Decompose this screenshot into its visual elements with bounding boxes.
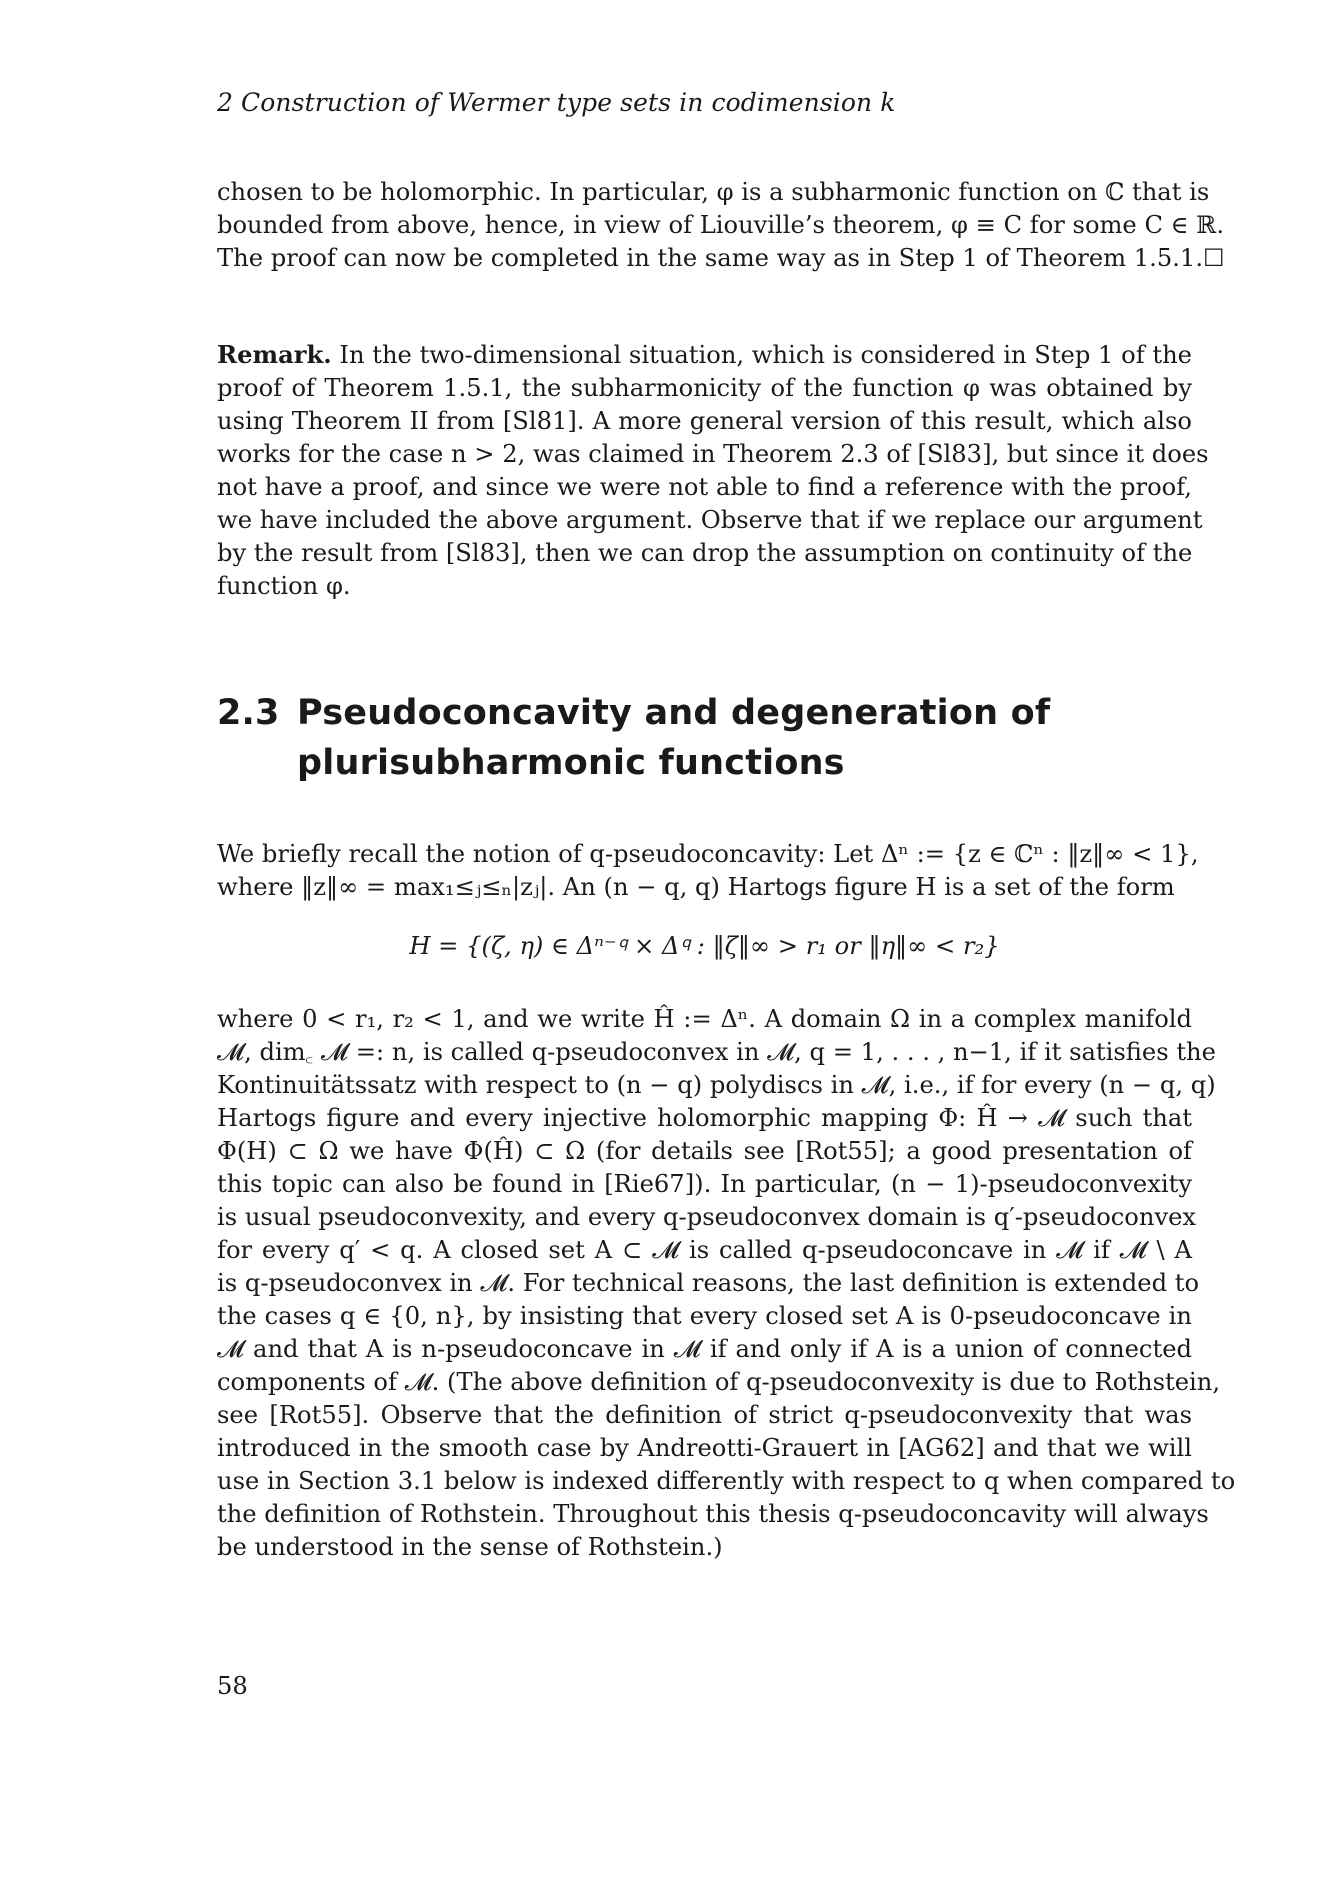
remark-paragraph	[217, 338, 1209, 603]
section-title-line-1: Pseudoconcavity and degeneration of	[297, 693, 1051, 733]
text-line: see [Rot55]. Observe that the definition of strict q-pseudoconvexity that was	[217, 1401, 1192, 1429]
section-number: 2.3	[217, 693, 280, 733]
document-page	[217, 0, 1236, 1890]
definition-paragraph	[217, 1003, 1236, 1564]
text-line: Φ(H) ⊂ Ω we have Φ(Ĥ) ⊂ Ω (for details see [Rot55]; a good presentation of	[217, 1137, 1192, 1165]
text-line	[217, 338, 1192, 372]
text-line: using Theorem II from [Sl81]. A more general version of this result, which also	[217, 407, 1192, 435]
text-line: proof of Theorem 1.5.1, the subharmonicity of the function φ was obtained by	[217, 374, 1192, 402]
text-line: we have included the above argument. Observe that if we replace our argument	[217, 506, 1203, 534]
text-line: is usual pseudoconvexity, and every q-pseudoconvex domain is q′-pseudoconvex	[217, 1203, 1197, 1231]
section-title	[297, 688, 1117, 788]
text-line: where ‖z‖∞ = max₁≤ⱼ≤ₙ|zⱼ|. An (n − q, q) Hartogs figure H is a set of the form	[217, 873, 1175, 901]
page-number: 58	[217, 1672, 248, 1700]
intro-paragraph	[217, 838, 1199, 904]
text-line: components of 𝓜. (The above definition of q-pseudoconvexity is due to Rothstein,	[217, 1368, 1221, 1396]
text-line: by the result from [Sl83], then we can drop the assumption on continuity of the	[217, 539, 1193, 567]
text-line: not have a proof, and since we were not able to find a reference with the proof,	[217, 473, 1192, 501]
running-head: 2 Construction of Wermer type sets in codimension k	[217, 88, 896, 117]
text-line: introduced in the smooth case by Andreotti-Grauert in [AG62] and that we will	[217, 1434, 1192, 1462]
remark-text: In the two-dimensional situation, which is considered in Step 1 of the	[331, 341, 1192, 369]
text-line: be understood in the sense of Rothstein.)	[217, 1533, 723, 1561]
text-line: function φ.	[217, 572, 351, 600]
paragraph-proof-end	[217, 176, 1225, 275]
text-line: works for the case n > 2, was claimed in Theorem 2.3 of [Sl83], but since it does	[217, 440, 1209, 468]
text-line: 𝓜, dim꜀ 𝓜 =: n, is called q-pseudoconvex in 𝓜, q = 1, . . . , n−1, if it satisfies the	[217, 1038, 1216, 1066]
text-line: bounded from above, hence, in view of Liouville’s theorem, φ ≡ C for some C ∈ ℝ.	[217, 211, 1225, 239]
text-line: use in Section 3.1 below is indexed differently with respect to q when compared to	[217, 1467, 1236, 1495]
text-line: 𝓜 and that A is n-pseudoconcave in 𝓜 if and only if A is a union of connected	[217, 1335, 1192, 1363]
section-title-line-2: plurisubharmonic functions	[297, 743, 845, 783]
text-line: for every q′ < q. A closed set A ⊂ 𝓜 is called q-pseudoconcave in 𝓜 if 𝓜 \ A	[217, 1236, 1192, 1264]
text-line: the definition of Rothstein. Throughout this thesis q-pseudoconcavity will always	[217, 1500, 1209, 1528]
text-line: where 0 < r₁, r₂ < 1, and we write Ĥ := Δⁿ. A domain Ω in a complex manifold	[217, 1005, 1192, 1033]
text-line: chosen to be holomorphic. In particular, φ is a subharmonic function on ℂ that is	[217, 178, 1210, 206]
text-line: this topic can also be found in [Rie67]). In particular, (n − 1)-pseudoconvexity	[217, 1170, 1192, 1198]
text-line: Hartogs figure and every injective holomorphic mapping Φ: Ĥ → 𝓜 such that	[217, 1104, 1192, 1132]
remark-label: Remark.	[217, 340, 332, 369]
text-line: We briefly recall the notion of q-pseudoconcavity: Let Δⁿ := {z ∈ ℂⁿ : ‖z‖∞ < 1},	[217, 840, 1199, 868]
text-line: the cases q ∈ {0, n}, by insisting that every closed set A is 0-pseudoconcave in	[217, 1302, 1192, 1330]
display-equation: H = {(ζ, η) ∈ Δⁿ⁻𐞥 × Δ𐞥 : ‖ζ‖∞ > r₁ or ‖η‖∞ < r₂}	[409, 932, 1000, 960]
text-line: Kontinuitätssatz with respect to (n − q) polydiscs in 𝓜, i.e., if for every (n − q, q)	[217, 1071, 1216, 1099]
text-line: The proof can now be completed in the same way as in Step 1 of Theorem 1.5.1.☐	[217, 244, 1225, 272]
text-line: is q-pseudoconvex in 𝓜. For technical reasons, the last definition is extended to	[217, 1269, 1200, 1297]
